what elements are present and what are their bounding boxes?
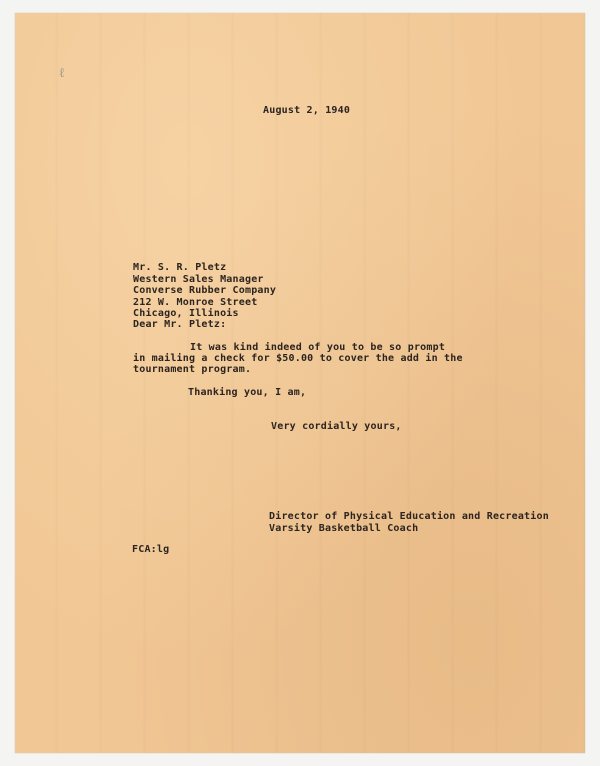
pencil-mark: ℓ	[57, 65, 67, 82]
recipient-title: Western Sales Manager	[133, 273, 264, 285]
typist-initials: FCA:lg	[132, 544, 170, 555]
salutation: Dear Mr. Pletz:	[133, 319, 227, 330]
recipient-street: 212 W. Monroe Street	[133, 296, 258, 308]
body-line-2: in mailing a check for $50.00 to cover the add in the	[133, 353, 463, 364]
recipient-city: Chicago, Illinois	[133, 308, 239, 319]
body-line-1: It was kind indeed of you to be so prompt	[190, 342, 446, 353]
signature-title-1: Director of Physical Education and Recreation	[269, 511, 549, 522]
letter-page	[15, 13, 585, 753]
thanks-line: Thanking you, I am,	[188, 387, 307, 398]
letter-date: August 2, 1940	[263, 105, 351, 116]
closing: Very cordially yours,	[271, 421, 402, 432]
signature-title-2: Varsity Basketball Coach	[269, 523, 419, 534]
recipient-company: Converse Rubber Company	[133, 285, 277, 296]
recipient-address	[133, 262, 276, 320]
body-line-3: tournament program.	[133, 364, 252, 375]
recipient-name: Mr. S. R. Pletz	[133, 262, 227, 273]
